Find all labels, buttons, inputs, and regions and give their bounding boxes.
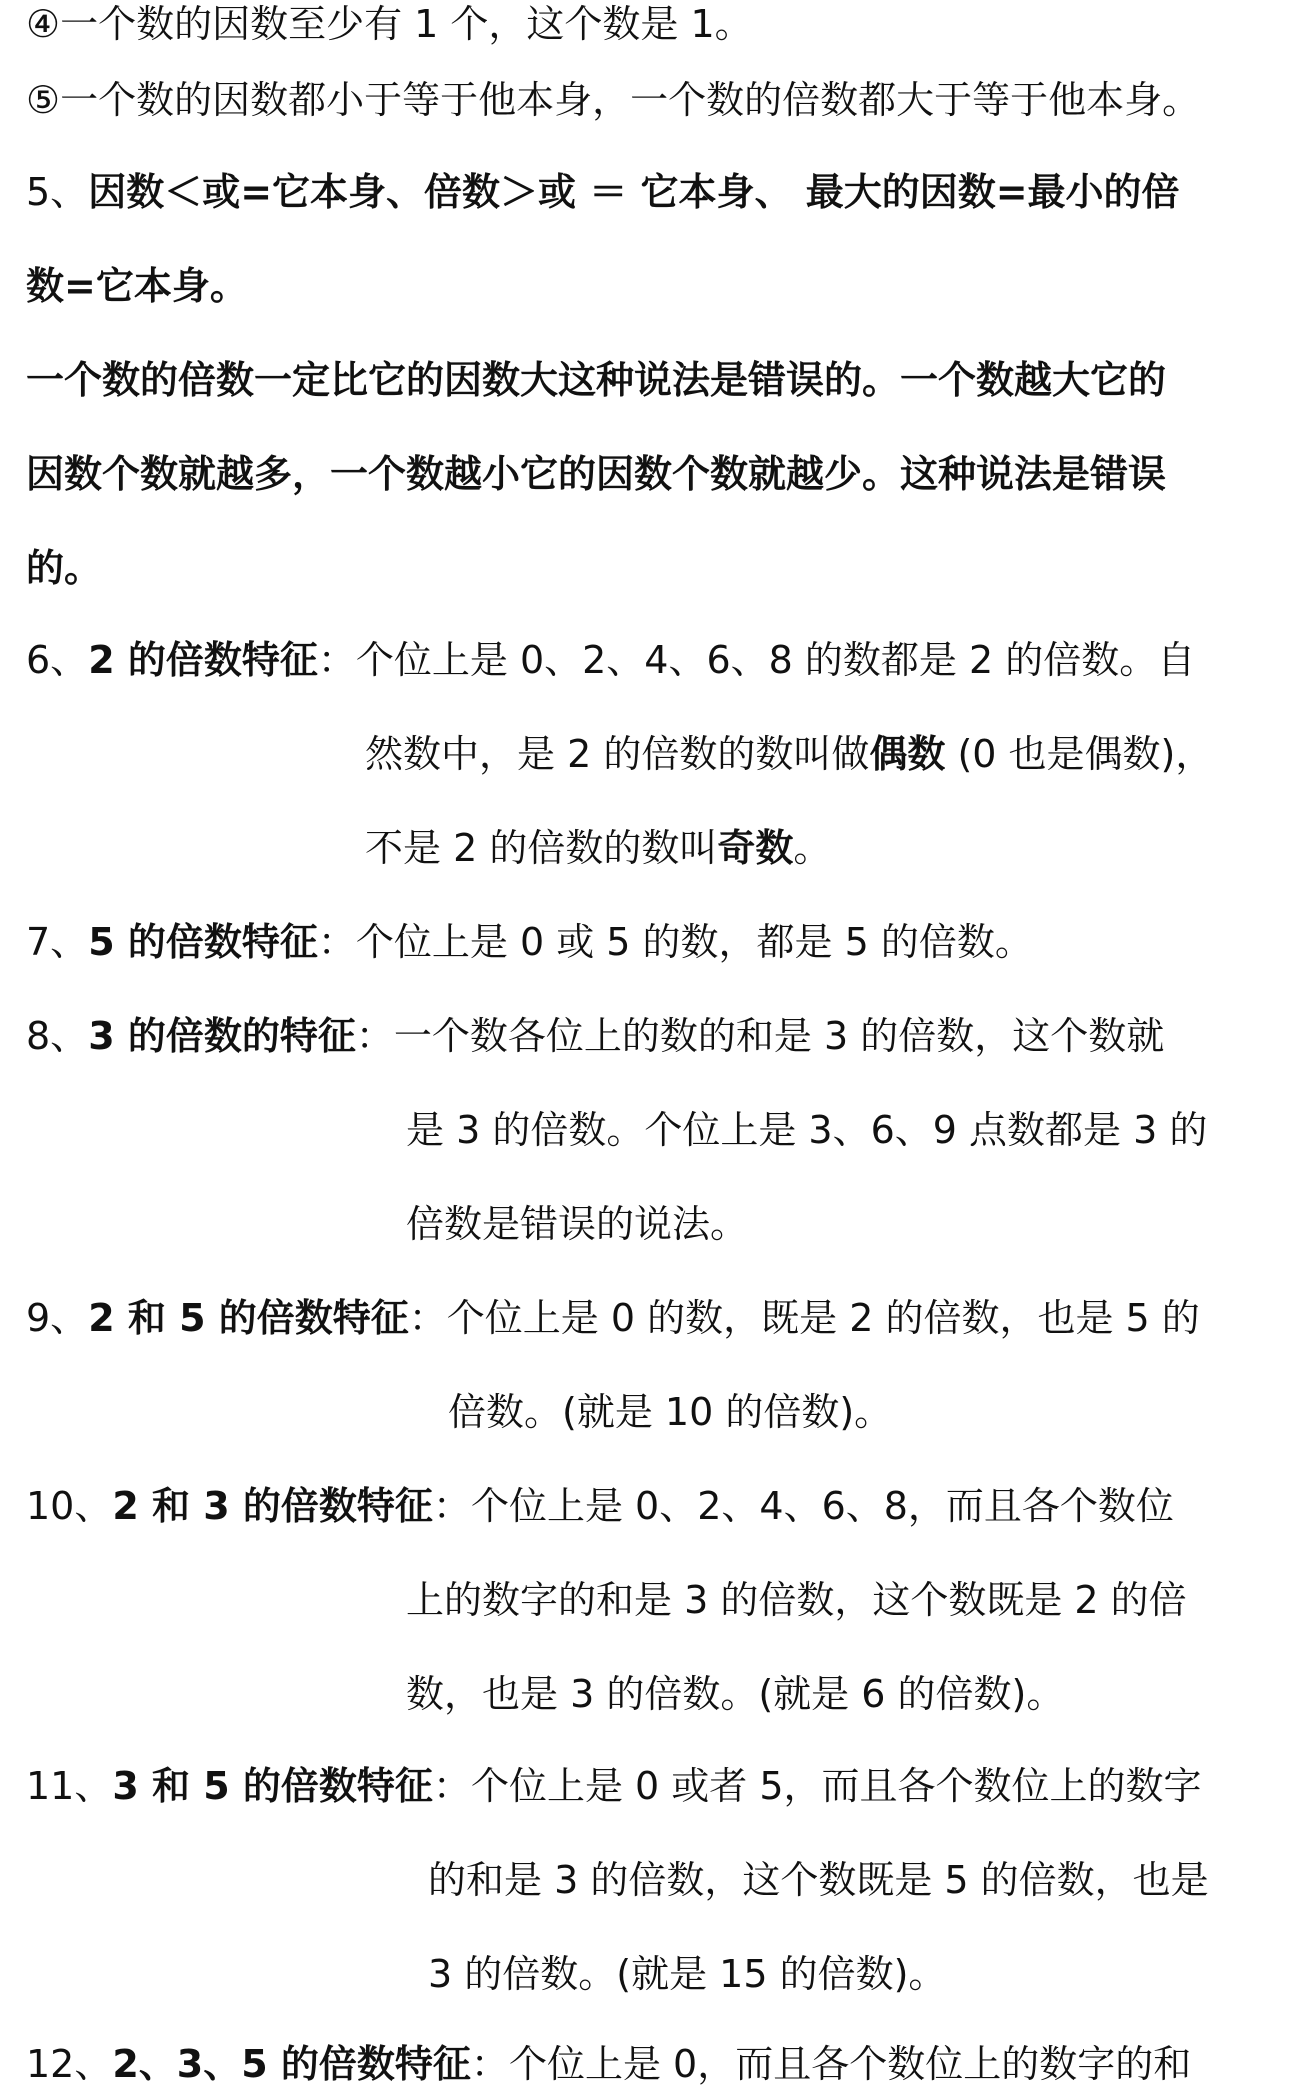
text-line-19 (406, 1670, 1064, 1718)
line-text: 个位上是 0 的数，既是 2 的倍数，也是 5 的 (446, 1296, 1200, 1340)
item-number: 12、 (26, 2042, 113, 2086)
line-text: 个位上是 0 或 5 的数，都是 5 的倍数。 (355, 920, 1033, 964)
line-text: 的和是 3 的倍数，这个数既是 5 的倍数，也是 (428, 1858, 1209, 1902)
text-line-22 (428, 1950, 946, 1998)
colon: ： (432, 1484, 471, 1528)
line-text-bold: 因数＜或=它本身、倍数＞或 ＝ 它本身、 最大的因数=最小的倍 (88, 170, 1180, 214)
item-title: 3 和 5 的倍数特征 (112, 1764, 433, 1808)
text-line-18 (406, 1576, 1187, 1624)
item-title: 3 的倍数的特征 (88, 1014, 356, 1058)
line-text: 个位上是 0、2、4、6、8 的数都是 2 的倍数。自 (355, 638, 1196, 682)
text-line-3 (26, 168, 1180, 216)
item-title: 5 的倍数特征 (88, 920, 318, 964)
line-text-bold: 一个数的倍数一定比它的因数大这种说法是错误的。一个数越大它的 (26, 358, 1167, 402)
colon: ： (432, 1764, 471, 1808)
item-number: 5、 (26, 170, 89, 214)
line-text: 不是 2 的倍数的数叫 (365, 826, 718, 870)
item-title: 2 和 5 的倍数特征 (88, 1296, 409, 1340)
text-line-9 (365, 730, 1213, 778)
text-line-14 (406, 1200, 748, 1248)
item-number: 11、 (26, 1764, 113, 1808)
line-text: 个位上是 0 或者 5，而且各个数位上的数字 (470, 1764, 1202, 1808)
text-line-13 (406, 1106, 1207, 1154)
colon: ： (355, 1014, 394, 1058)
item-title: 2、3、5 的倍数特征 (112, 2042, 471, 2086)
line-text: 然数中，是 2 的倍数的数叫做 (365, 732, 870, 776)
text-line-6 (26, 450, 1166, 498)
line-text: 3 的倍数。(就是 15 的倍数)。 (428, 1952, 947, 1996)
text-line-10 (365, 824, 831, 872)
item-title: 2 和 3 的倍数特征 (112, 1484, 433, 1528)
item-number: 9、 (26, 1296, 89, 1340)
colon: ： (408, 1296, 447, 1340)
text-line-4 (26, 262, 248, 310)
line-text: 个位上是 0、2、4、6、8，而且各个数位 (470, 1484, 1174, 1528)
text-line-16 (448, 1388, 892, 1436)
text-line-20 (26, 1762, 1202, 1810)
line-text: 倍数是错误的说法。 (406, 1202, 749, 1246)
text-line-15 (26, 1294, 1200, 1342)
line-text: 。 (793, 826, 832, 870)
line-text-bold: 数=它本身。 (26, 264, 248, 308)
line-text: (0 也是偶数)， (945, 732, 1214, 776)
text-line-2 (26, 76, 1200, 124)
text-line-12 (26, 1012, 1164, 1060)
item-title: 2 的倍数特征 (88, 638, 318, 682)
term-odd: 奇数 (717, 826, 794, 870)
line-text: ④一个数的因数至少有 1 个，这个数是 1。 (26, 2, 753, 46)
text-line-23 (26, 2040, 1191, 2088)
text-line-21 (428, 1856, 1209, 1904)
line-text: 数，也是 3 的倍数。(就是 6 的倍数)。 (406, 1672, 1065, 1716)
term-even: 偶数 (869, 732, 946, 776)
text-line-7 (26, 544, 102, 592)
item-number: 6、 (26, 638, 89, 682)
item-number: 10、 (26, 1484, 113, 1528)
text-line-17 (26, 1482, 1174, 1530)
line-text: 上的数字的和是 3 的倍数，这个数既是 2 的倍 (406, 1578, 1187, 1622)
text-line-1 (26, 0, 753, 48)
line-text: 个位上是 0，而且各个数位上的数字的和 (508, 2042, 1192, 2086)
line-text: 倍数。(就是 10 的倍数)。 (448, 1390, 893, 1434)
text-line-8 (26, 636, 1195, 684)
item-number: 8、 (26, 1014, 89, 1058)
colon: ： (470, 2042, 509, 2086)
text-line-11 (26, 918, 1033, 966)
item-number: 7、 (26, 920, 89, 964)
line-text: 是 3 的倍数。个位上是 3、6、9 点数都是 3 的 (406, 1108, 1208, 1152)
line-text-bold: 因数个数就越多，一个数越小它的因数个数就越少。这种说法是错误 (26, 452, 1167, 496)
colon: ： (317, 920, 356, 964)
text-line-5 (26, 356, 1166, 404)
line-text: 一个数各位上的数的和是 3 的倍数，这个数就 (393, 1014, 1165, 1058)
line-text-bold: 的。 (26, 546, 103, 590)
colon: ： (317, 638, 356, 682)
line-text: ⑤一个数的因数都小于等于他本身，一个数的倍数都大于等于他本身。 (26, 78, 1201, 122)
